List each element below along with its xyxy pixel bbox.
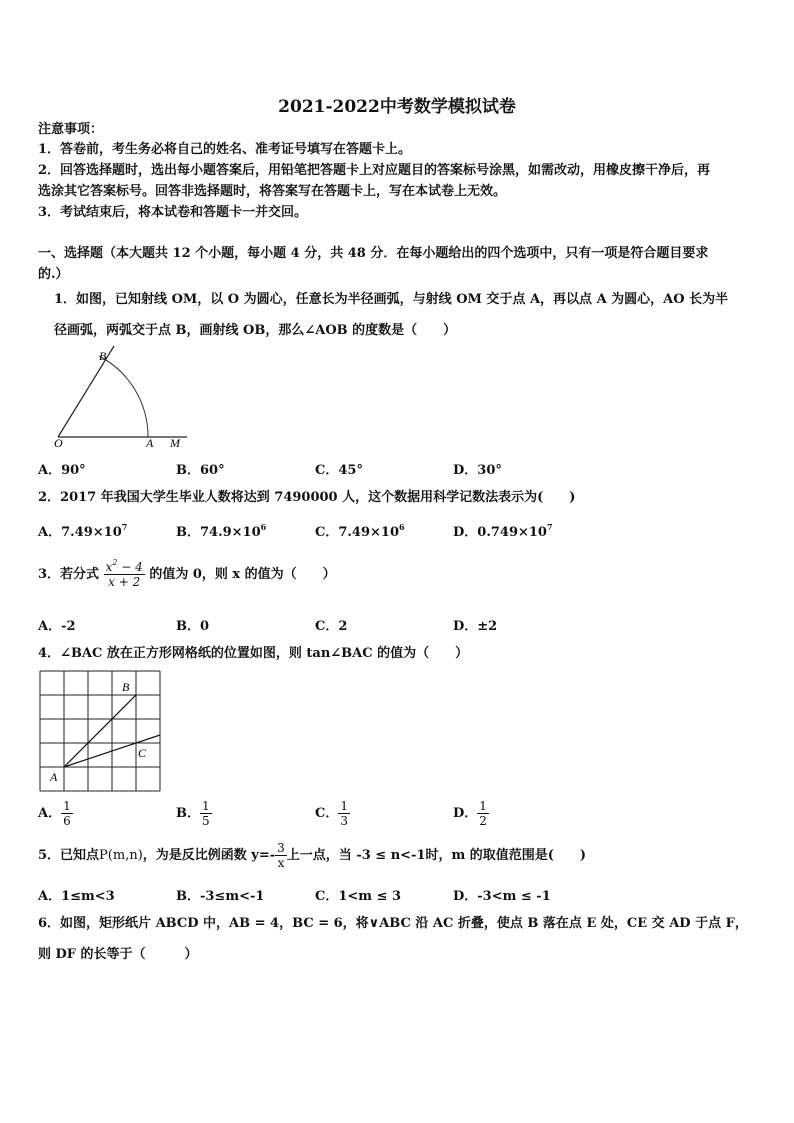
q4-label-a: A: [50, 770, 58, 784]
q1-label-a: A: [146, 436, 154, 450]
q2-option-b[interactable]: B．$74.9\times 10^6$: [176, 522, 267, 540]
q5-option-d[interactable]: D．-3<m ≤ -1: [453, 889, 551, 904]
q1-text-line1: 1．如图，已知射线 OM，以 O 为圆心，任意长为半径画弧，与射线 OM 交于点 A，再以点 A 为圆心，AO 长为半: [54, 292, 729, 307]
q5-option-a[interactable]: A．1≤m<3: [38, 889, 115, 904]
q3-option-d[interactable]: D．±2: [453, 619, 498, 634]
notice-item-2a: 2．回答选择题时，选出每小题答案后，用铅笔把答题卡上对应题目的答案标号涂黑，如需改动，用橡皮擦干净后，再: [38, 163, 711, 178]
notice-item-3: 3．考试结束后，将本试卷和答题卡一并交回。: [38, 205, 308, 220]
q1-option-d[interactable]: D．30°: [453, 463, 502, 478]
section-heading-line1: 一、选择题（本大题共 12 个小题，每小题 4 分，共 48 分．在每小题给出的四个选项中，只有一项是符合题目要求: [38, 246, 709, 261]
q6-text-line2: 则 DF 的长等于（ ）: [38, 947, 198, 962]
q1-figure: [48, 343, 190, 450]
q4-ray-ab: [64, 695, 136, 767]
q4-text: 4．∠BAC 放在正方形网格纸的位置如图，则 tan∠BAC 的值为（ ）: [38, 646, 469, 661]
q3-fraction: $\frac{x^2 - 4}{x + 2}$: [105, 558, 143, 589]
q5-option-b[interactable]: B．-3≤m<-1: [176, 889, 265, 904]
q1-option-c[interactable]: C．45°: [315, 463, 363, 478]
q5-text: 5．已知点P(m,n)，为是反比例函数 y=- $\frac{3}{x}$ 上一点，当 -3 ≤ n<-1时，m 的取值范围是( ): [38, 841, 587, 870]
q4-grid-figure: [38, 669, 162, 793]
q4-option-b[interactable]: B． $\frac{1}{5}$: [176, 799, 210, 828]
q1-text-line2: 径画弧，两弧交于点 B，画射线 OB，那么∠AOB 的度数是（ ）: [54, 323, 457, 338]
q3-option-c[interactable]: C．2: [315, 619, 348, 634]
q4-option-d[interactable]: D． $\frac{1}{2}$: [453, 799, 487, 828]
q4-option-c[interactable]: C． $\frac{1}{3}$: [315, 799, 348, 828]
q1-arc: [99, 356, 148, 437]
notice-item-1: 1．答卷前，考生务必将自己的姓名、准考证号填写在答题卡上。: [38, 142, 412, 157]
q1-label-m: M: [170, 436, 180, 450]
q2-option-d[interactable]: D．$0.749\times 10^7$: [453, 522, 553, 540]
q6-text-line1: 6．如图，矩形纸片 ABCD 中，AB = 4，BC = 6，将∨ABC 沿 AC 折叠，使点 B 落在点 E 处，CE 交 AD 于点 F，: [38, 916, 748, 931]
q2-option-c[interactable]: C．$7.49\times 10^6$: [315, 522, 405, 540]
q1-label-b: B: [99, 349, 107, 363]
q4-label-b: B: [122, 680, 130, 694]
q3-option-b[interactable]: B．0: [176, 619, 210, 634]
notice-item-2b: 选涂其它答案标号。回答非选择题时，将答案写在答题卡上，写在本试卷上无效。: [38, 184, 507, 199]
q5-option-c[interactable]: C．1<m ≤ 3: [315, 889, 402, 904]
q2-text: 2．2017 年我国大学生毕业人数将达到 7490000 人，这个数据用科学记数法表示为( ): [38, 490, 576, 505]
q4-option-a[interactable]: A． $\frac{1}{6}$: [38, 799, 71, 828]
q1-label-o: O: [54, 436, 63, 450]
q1-option-a[interactable]: A．90°: [38, 463, 86, 478]
section-heading-line2: 的.）: [38, 267, 69, 282]
q4-label-c: C: [138, 746, 147, 760]
notice-heading: 注意事项：: [38, 122, 104, 137]
q3-text: 3．若分式 $\frac{x^2 - 4}{x + 2}$ 的值为 0，则 x 的值为（ ）: [38, 558, 336, 589]
page-title: 2021-2022中考数学模拟试卷: [278, 97, 516, 117]
q2-option-a[interactable]: A．$7.49\times 10^7$: [38, 522, 128, 540]
q1-option-b[interactable]: B．60°: [176, 463, 225, 478]
q3-option-a[interactable]: A．-2: [38, 619, 76, 634]
